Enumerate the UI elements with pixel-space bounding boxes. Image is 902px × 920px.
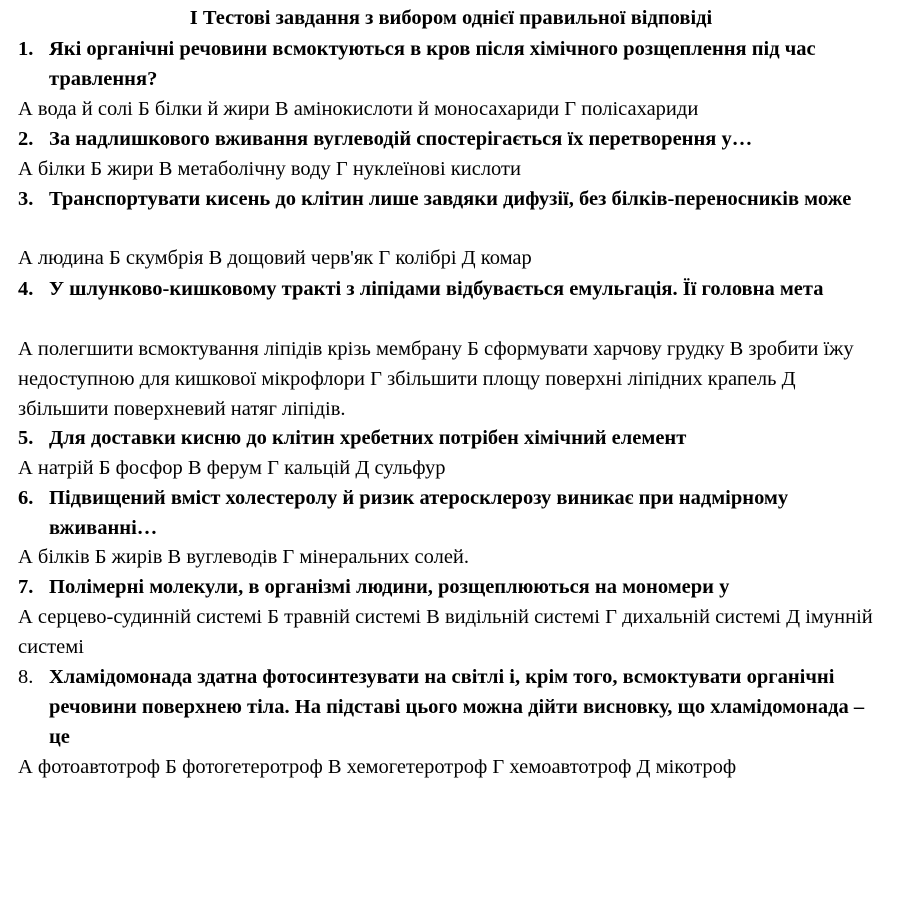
question-text: Які органічні речовини всмоктуються в кров після хімічного розщеплення під час травлення? xyxy=(49,38,816,90)
answer-options-1: А вода й солі Б білки й жири В амінокислоти й моносахариди Г полісахариди xyxy=(18,98,699,120)
question-3 xyxy=(18,184,888,214)
answer-options-7: А серцево-судинній системі Б травній системі В видільній системі Г дихальній системі Д імунній системі xyxy=(18,606,873,658)
question-number: 8. xyxy=(18,666,34,688)
answer-options-5: А натрій Б фосфор В ферум Г кальцій Д сульфур xyxy=(18,457,446,479)
question-text: Полімерні молекули, в організмі людини, розщеплюються на мономери у xyxy=(49,576,730,598)
question-text: Транспортувати кисень до клітин лише завдяки дифузії, без білків-переносників може xyxy=(49,188,852,210)
answer-options-4: А полегшити всмоктування ліпідів крізь мембрану Б сформувати харчову грудку В зробити їжу недоступною для кишкової мікрофлори Г збільшити площу поверхні ліпідних крапель Д збільшити поверхневий натяг ліпідів. xyxy=(18,338,854,420)
question-text: Підвищений вміст холестеролу й ризик атеросклерозу виникає при надмірному вживанні… xyxy=(49,487,789,539)
question-6 xyxy=(18,483,888,543)
question-text: Хламідомонада здатна фотосинтезувати на світлі і, крім того, всмоктувати органічні речовини поверхнею тіла. На підставі цього можна дійти висновку, що хламідомонада – це xyxy=(49,666,865,748)
question-2 xyxy=(18,124,888,154)
question-number: 1. xyxy=(18,38,34,60)
question-4 xyxy=(18,274,888,304)
question-8 xyxy=(18,662,888,752)
answer-options-6: А білків Б жирів В вуглеводів Г мінеральних солей. xyxy=(18,546,470,568)
question-1 xyxy=(18,34,888,94)
question-text: За надлишкового вживання вуглеводій спостерігається їх перетворення у… xyxy=(49,128,753,150)
question-number: 4. xyxy=(18,278,34,300)
question-number: 5. xyxy=(18,427,34,449)
question-number: 6. xyxy=(18,487,34,509)
answer-options-2: А білки Б жири В метаболічну воду Г нуклеїнові кислоти xyxy=(18,158,521,180)
question-text: У шлунково-кишковому тракті з ліпідами відбувається емульгація. Її головна мета xyxy=(49,278,824,300)
question-text: Для доставки кисню до клітин хребетних потрібен хімічний елемент xyxy=(49,427,687,449)
question-7 xyxy=(18,572,888,602)
question-number: 3. xyxy=(18,188,34,210)
question-number: 7. xyxy=(18,576,34,598)
answer-options-3: А людина Б скумбрія В дощовий черв'як Г колібрі Д комар xyxy=(18,247,532,269)
question-number: 2. xyxy=(18,128,34,150)
question-5 xyxy=(18,423,888,453)
page-title: І Тестові завдання з вибором однієї правильної відповіді xyxy=(189,7,713,29)
answer-options-8: А фотоавтотроф Б фотогетеротроф В хемогетеротроф Г хемоавтотроф Д мікотроф xyxy=(18,756,737,778)
